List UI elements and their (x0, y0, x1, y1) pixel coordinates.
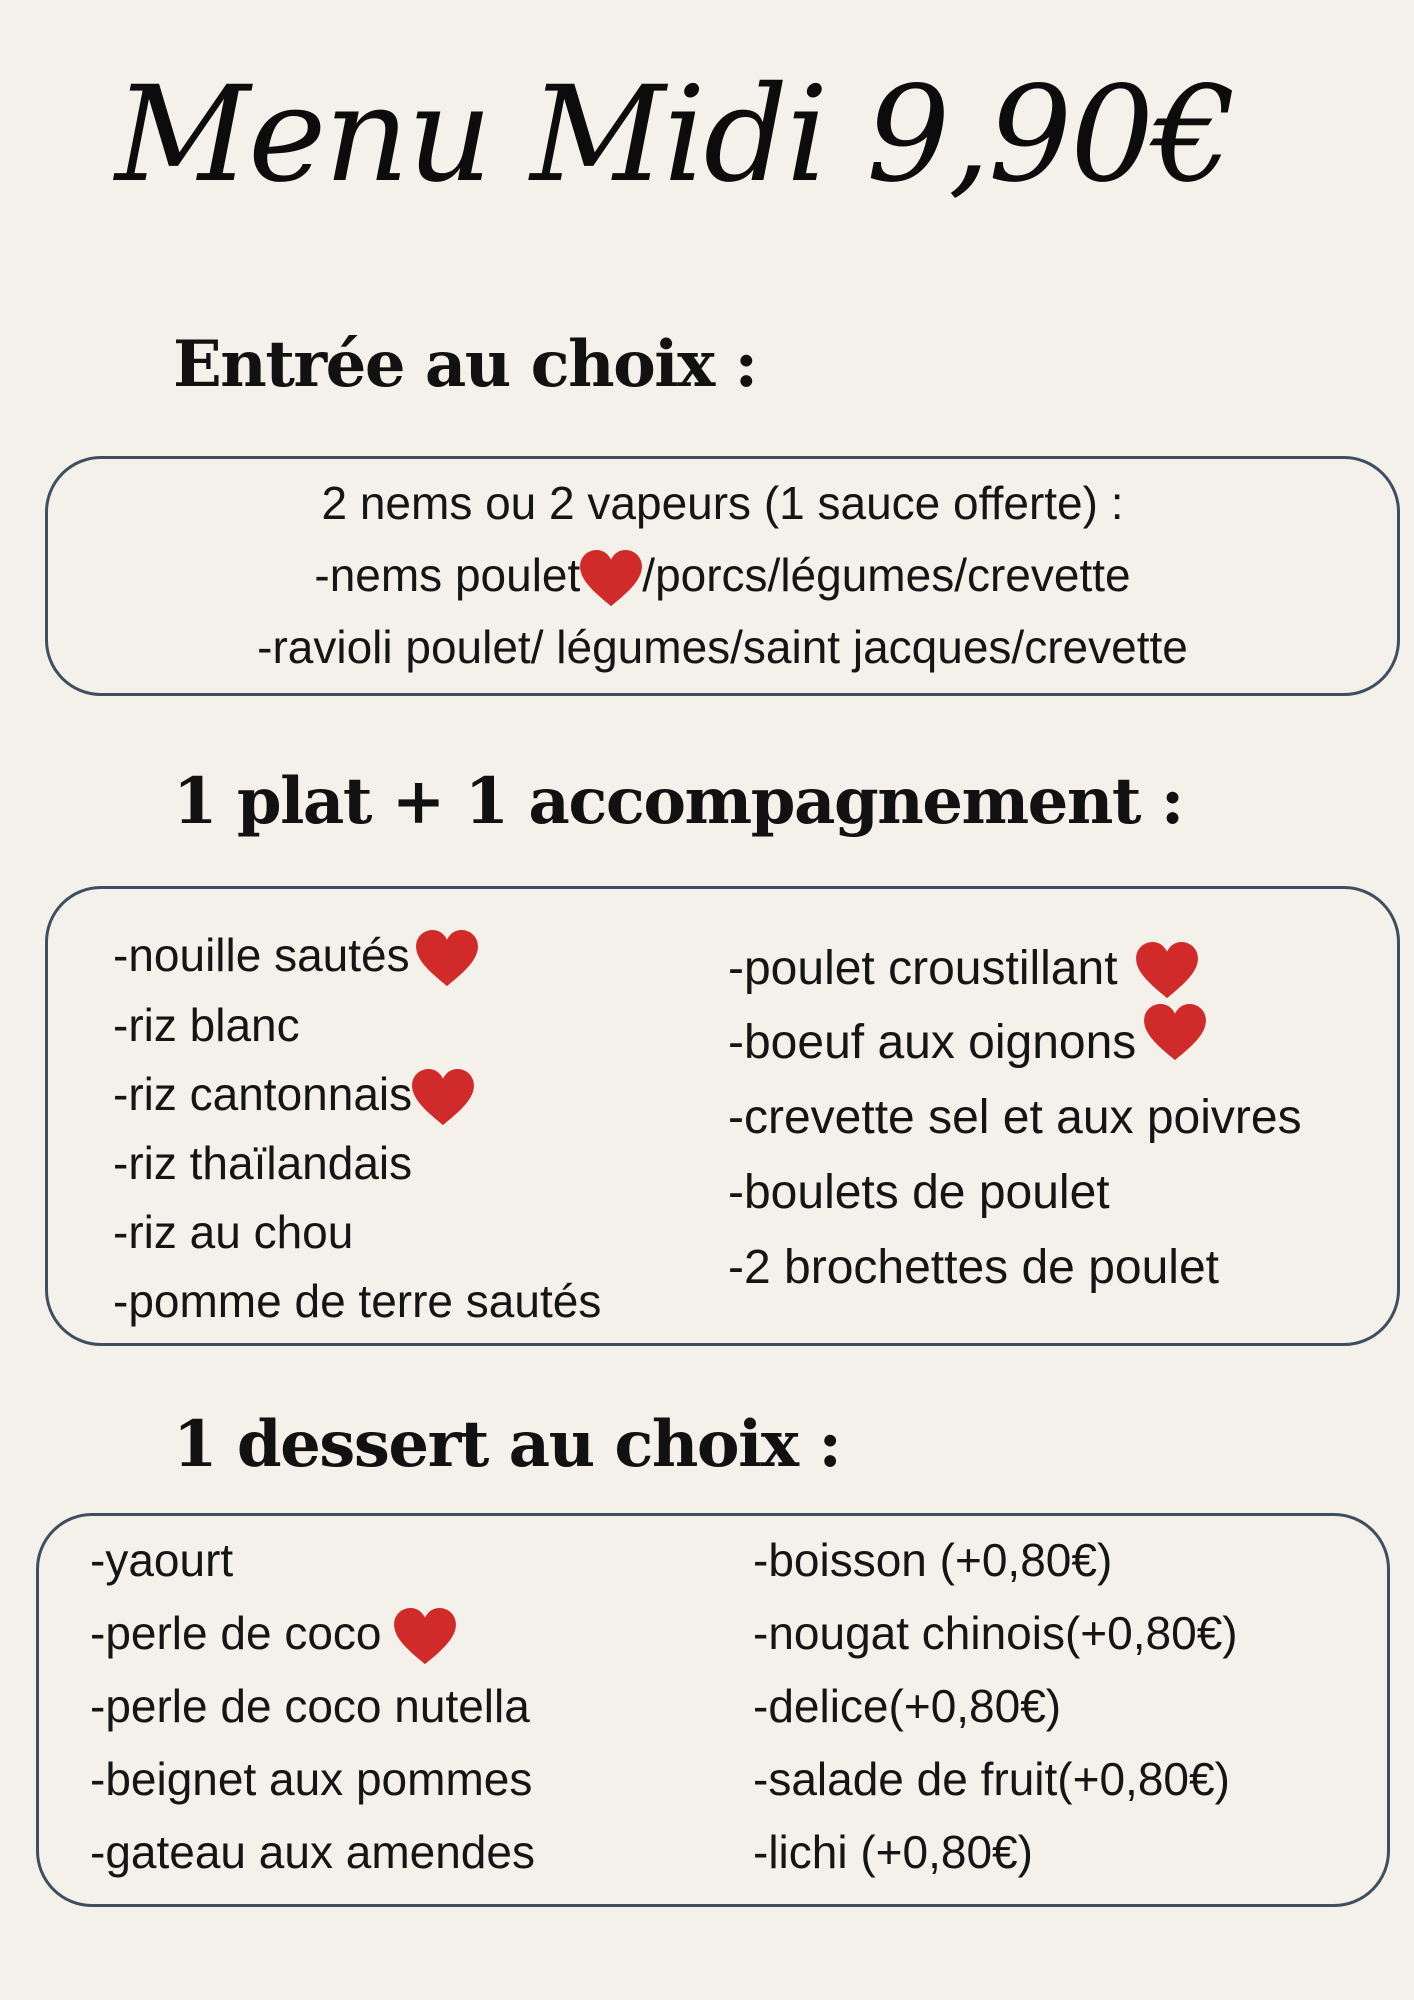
list-item: -riz au chou (113, 1206, 354, 1258)
list-item: -boisson (+0,80€) (753, 1534, 1113, 1586)
list-item: -gateau aux amendes (90, 1826, 535, 1878)
menu-title: Menu Midi 9,90€ (115, 58, 1235, 212)
heart-icon (1136, 942, 1198, 1000)
heart-icon (412, 1069, 474, 1127)
heart-icon (1144, 1004, 1206, 1062)
entree-intro: 2 nems ou 2 vapeurs (1 sauce offerte) : (321, 477, 1124, 529)
list-item: -beignet aux pommes (90, 1753, 533, 1805)
entree-ravioli: -ravioli poulet/ légumes/saint jacques/crevette (257, 621, 1188, 673)
entree-nems-line (48, 545, 1397, 608)
list-item: -crevette sel et aux poivres (728, 1091, 1302, 1144)
list-item: -salade de fruit(+0,80€) (753, 1753, 1230, 1805)
plat-box (45, 886, 1400, 1346)
entree-heading: Entrée au choix : (173, 327, 757, 402)
entree-box (45, 456, 1400, 696)
list-item: -delice(+0,80€) (753, 1680, 1062, 1732)
list-item: -riz cantonnais (113, 1064, 474, 1127)
list-item: -nougat chinois(+0,80€) (753, 1607, 1238, 1659)
list-item: -nouille sautés (113, 925, 478, 988)
heart-icon (416, 930, 478, 988)
list-item: -perle de coco nutella (90, 1680, 530, 1732)
heart-icon (394, 1608, 456, 1666)
list-item: -riz thaïlandais (113, 1137, 413, 1189)
list-item: -lichi (+0,80€) (753, 1826, 1033, 1878)
list-item: -perle de coco (90, 1603, 456, 1666)
list-item: -2 brochettes de poulet (728, 1241, 1219, 1294)
plat-heading: 1 plat + 1 accompagnement : (173, 764, 1183, 839)
list-item: -poulet croustillant (728, 939, 1198, 1000)
list-item: -riz blanc (113, 999, 300, 1051)
entree-nems-label: -nems poulet (314, 549, 581, 601)
list-item: -pomme de terre sautés (113, 1275, 602, 1327)
dessert-heading: 1 dessert au choix : (173, 1407, 841, 1482)
entree-nems-variants: /porcs/légumes/crevette (642, 549, 1131, 601)
heart-icon (580, 550, 642, 608)
list-item: -boeuf aux oignons (728, 1013, 1206, 1074)
list-item: -yaourt (90, 1534, 234, 1586)
dessert-box (36, 1513, 1390, 1907)
list-item: -boulets de poulet (728, 1166, 1110, 1219)
